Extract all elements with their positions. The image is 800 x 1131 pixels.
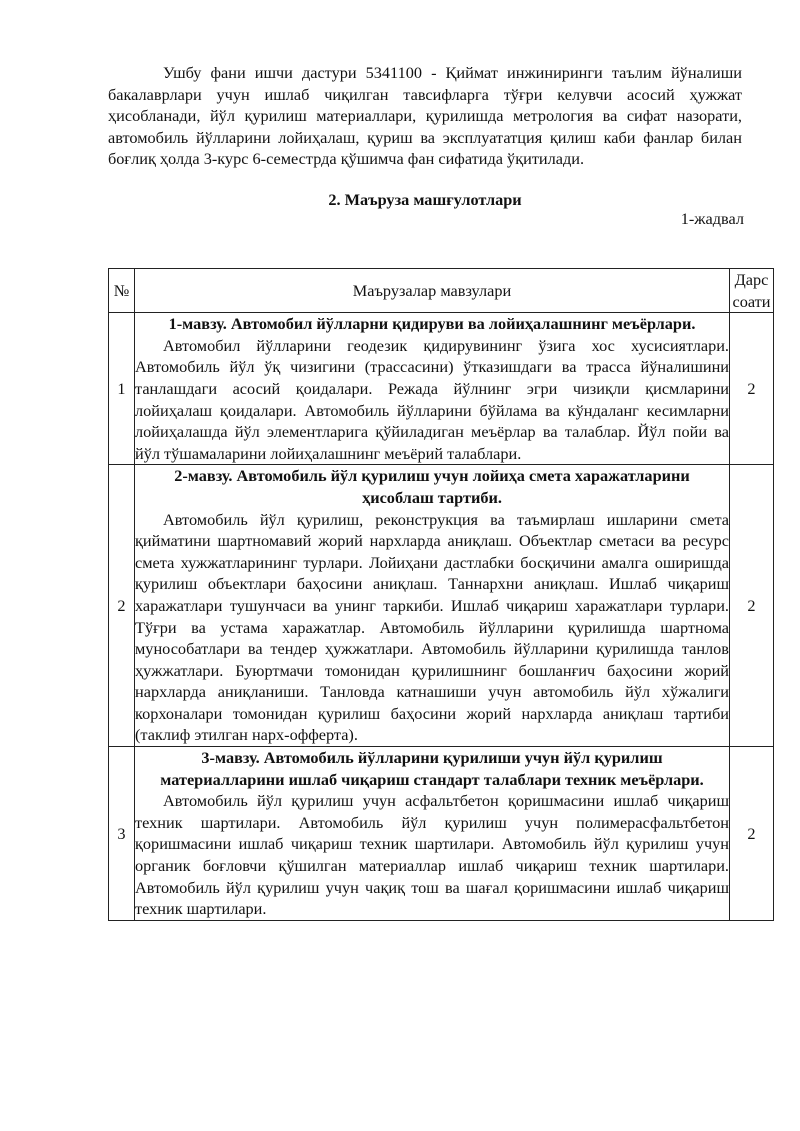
header-topics: Маърузалар мавзулари	[135, 269, 730, 313]
topic-description: Автомобил йўлларини геодезик қидирувининг ўзига хос хусисиятлари. Автомобиль йўл ўқ чизигини (трассасини) ўтказишдаги ва трасса йўналишини танлашдаги асосий қоидалари. Режада йўлнинг эгри чизиқли қисмларини лойиҳалаш қоидалари. Автомобиль йўлларини бўйлама ва кўндаланг кесимларни лойиҳалашда йўл элементларига қўйиладиган меъёрлар ва талаблар. Йўл пойи ва йўл тўшамаларини лойиҳалашнинг меъёрий талаблари.	[135, 335, 729, 463]
row-hours: 2	[730, 747, 774, 921]
document-page	[108, 62, 742, 228]
topic-title: 3-мавзу. Автомобиль йўлларини қурилиши учун йўл қурилиш материалларини ишлаб чиқариш стандарт талаблари техник меъёрлари.	[160, 748, 704, 789]
topic-title: 1-мавзу. Автомобил йўлларни қидируви ва лойиҳалашнинг меъёрлари.	[168, 314, 696, 334]
topic-description: Автомобиль йўл қурилиш, реконструкция ва таъмирлаш ишларини смета қийматини шартномавий жорий нархларда аниқлаш. Объектлар сметаси ва ресурс смета хужжатларининг турлари. Лойиҳани дастлабки босқичини амалга оширишда қурилиш объектлари баҳосини аниқлаш. Таннархни аниқлаш. Ишлаб чиқариш харажатлари тушунчаси ва унинг таркиби. Ишлаб чиқариш харажатлари турлари. Тўғри ва устама харажатлар. Автомобиль йўлларини қурилишда шартнома мунособатлари ва тендер ҳужжатлари. Автомобиль йўлларини қурилишда танлов ҳужжатлари. Буюртмачи томонидан қурилишнинг бошланғич баҳосини жорий нархларда аниқланиши. Танловда катнашиши учун автомобиль йўл хўжалиги корхоналари томонидан қурилиш баҳосини жорий нархларда аниқлаш тартиби (таклиф этилган нарх-офферта).	[135, 509, 729, 745]
header-hours-line2: соати	[732, 291, 771, 311]
row-topic	[135, 747, 730, 921]
header-hours-line1: Дарс	[734, 270, 769, 289]
intro-paragraph: Ушбу фани ишчи дастури 5341100 - Қиймат инжиниринги таълим йўналиши бакалаврлари учун ишлаб чиқилган тавсифларга тўғри келувчи асосий ҳужжат ҳисобланади, йўл қурилиш материаллари, қурилишда метрология ва сифат назорати, автомобиль йўлларини лойиҳалаш, қуриш ва эксплуататция қилиш каби фанлар билан боғлиқ ҳолда 3-курс 6-семестрда қўшимча фан сифатида ўқитилади.	[108, 63, 742, 168]
table-row	[109, 465, 774, 747]
row-hours: 2	[730, 465, 774, 747]
header-hours	[730, 269, 774, 313]
lecture-topics-table	[108, 268, 774, 921]
header-number: №	[109, 269, 135, 313]
table-header-row	[109, 269, 774, 313]
row-hours: 2	[730, 313, 774, 465]
table-row	[109, 747, 774, 921]
table-label: 1-жадвал	[680, 208, 744, 228]
row-number: 3	[109, 747, 135, 921]
row-topic	[135, 465, 730, 747]
topic-title: 2-мавзу. Автомобиль йўл қурилиш учун лойиҳа смета харажатларини ҳисоблаш тартиби.	[174, 466, 690, 507]
section-title: 2. Маъруза машғулотлари	[328, 189, 522, 209]
row-number: 2	[109, 465, 135, 747]
row-number: 1	[109, 313, 135, 465]
table-row	[109, 313, 774, 465]
row-topic	[135, 313, 730, 465]
topic-description: Автомобиль йўл қурилиш учун асфальтбетон қоришмасини ишлаб чиқариш техник шартилари. Автомобиль йўл қурилиш учун полимерасфальтбетон қоришмасини ишлаб чиқариш техник шартилари. Автомобиль йўл қурилиш учун органик боғловчи қўшилган материаллар ишлаб чиқариш техник шартилари. Автомобиль йўл қурилиш учун чақиқ тош ва шағал қоришмасини ишлаб чиқариш техник шартилари.	[135, 791, 729, 919]
